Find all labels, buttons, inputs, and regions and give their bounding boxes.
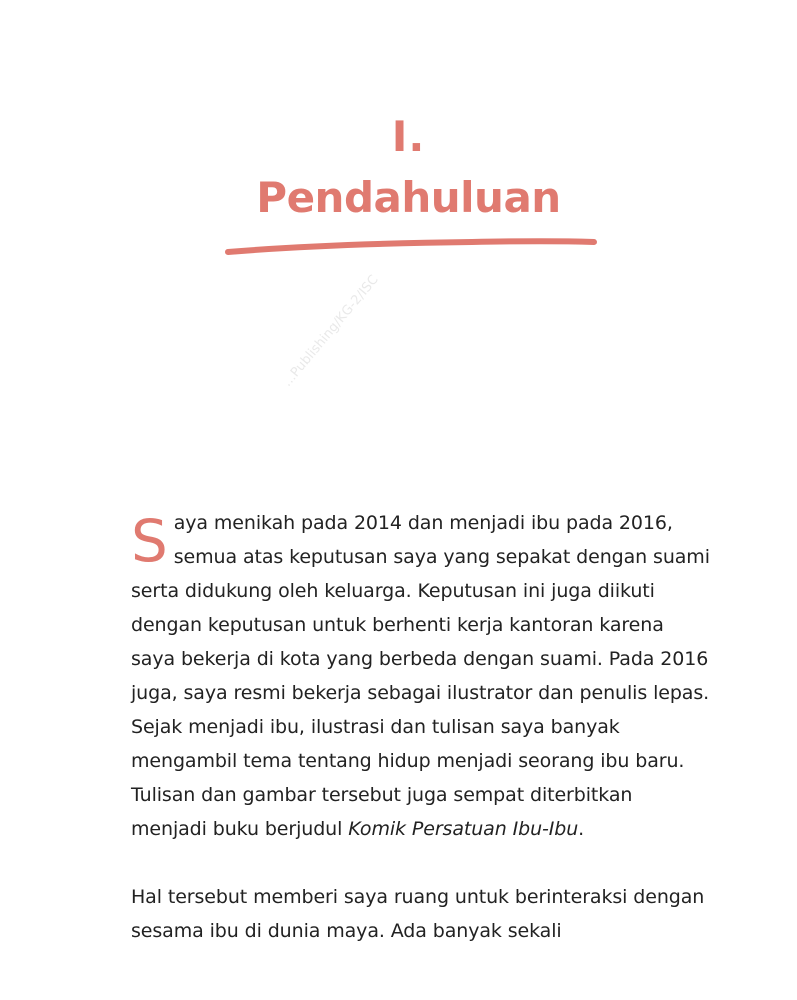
paragraph-1 bbox=[131, 506, 711, 846]
watermark: ...Publishing/KG-2/ISC bbox=[280, 272, 382, 390]
chapter-title: Pendahuluan bbox=[256, 173, 561, 222]
paragraph-2: Hal tersebut memberi saya ruang untuk berinteraksi dengan sesama ibu di dunia maya. Ada banyak sekali bbox=[131, 886, 705, 942]
paragraph-1-end: . bbox=[578, 818, 585, 840]
body-text bbox=[131, 506, 711, 948]
paragraph-1-text: aya menikah pada 2014 dan menjadi ibu pada 2016, semua atas keputusan saya yang sepakat dengan suami serta didukung oleh keluarga. Keputusan ini juga diikuti dengan keputusan untuk berhenti kerja kantoran karena saya bekerja di kota yang berbeda dengan suami. Pada 2016 juga, saya resmi bekerja sebagai ilustrator dan penulis lepas. Sejak menjadi ibu, ilustrasi dan tulisan saya banyak mengambil tema tentang hidup menjadi seorang ibu baru. Tulisan dan gambar tersebut juga sempat diterbitkan menjadi buku berjudul bbox=[131, 512, 710, 840]
title-underline-stroke bbox=[222, 232, 602, 262]
drop-cap: S bbox=[131, 507, 168, 575]
chapter-number: I. bbox=[391, 112, 426, 161]
book-title-italic: Komik Persatuan Ibu-Ibu bbox=[348, 818, 579, 840]
